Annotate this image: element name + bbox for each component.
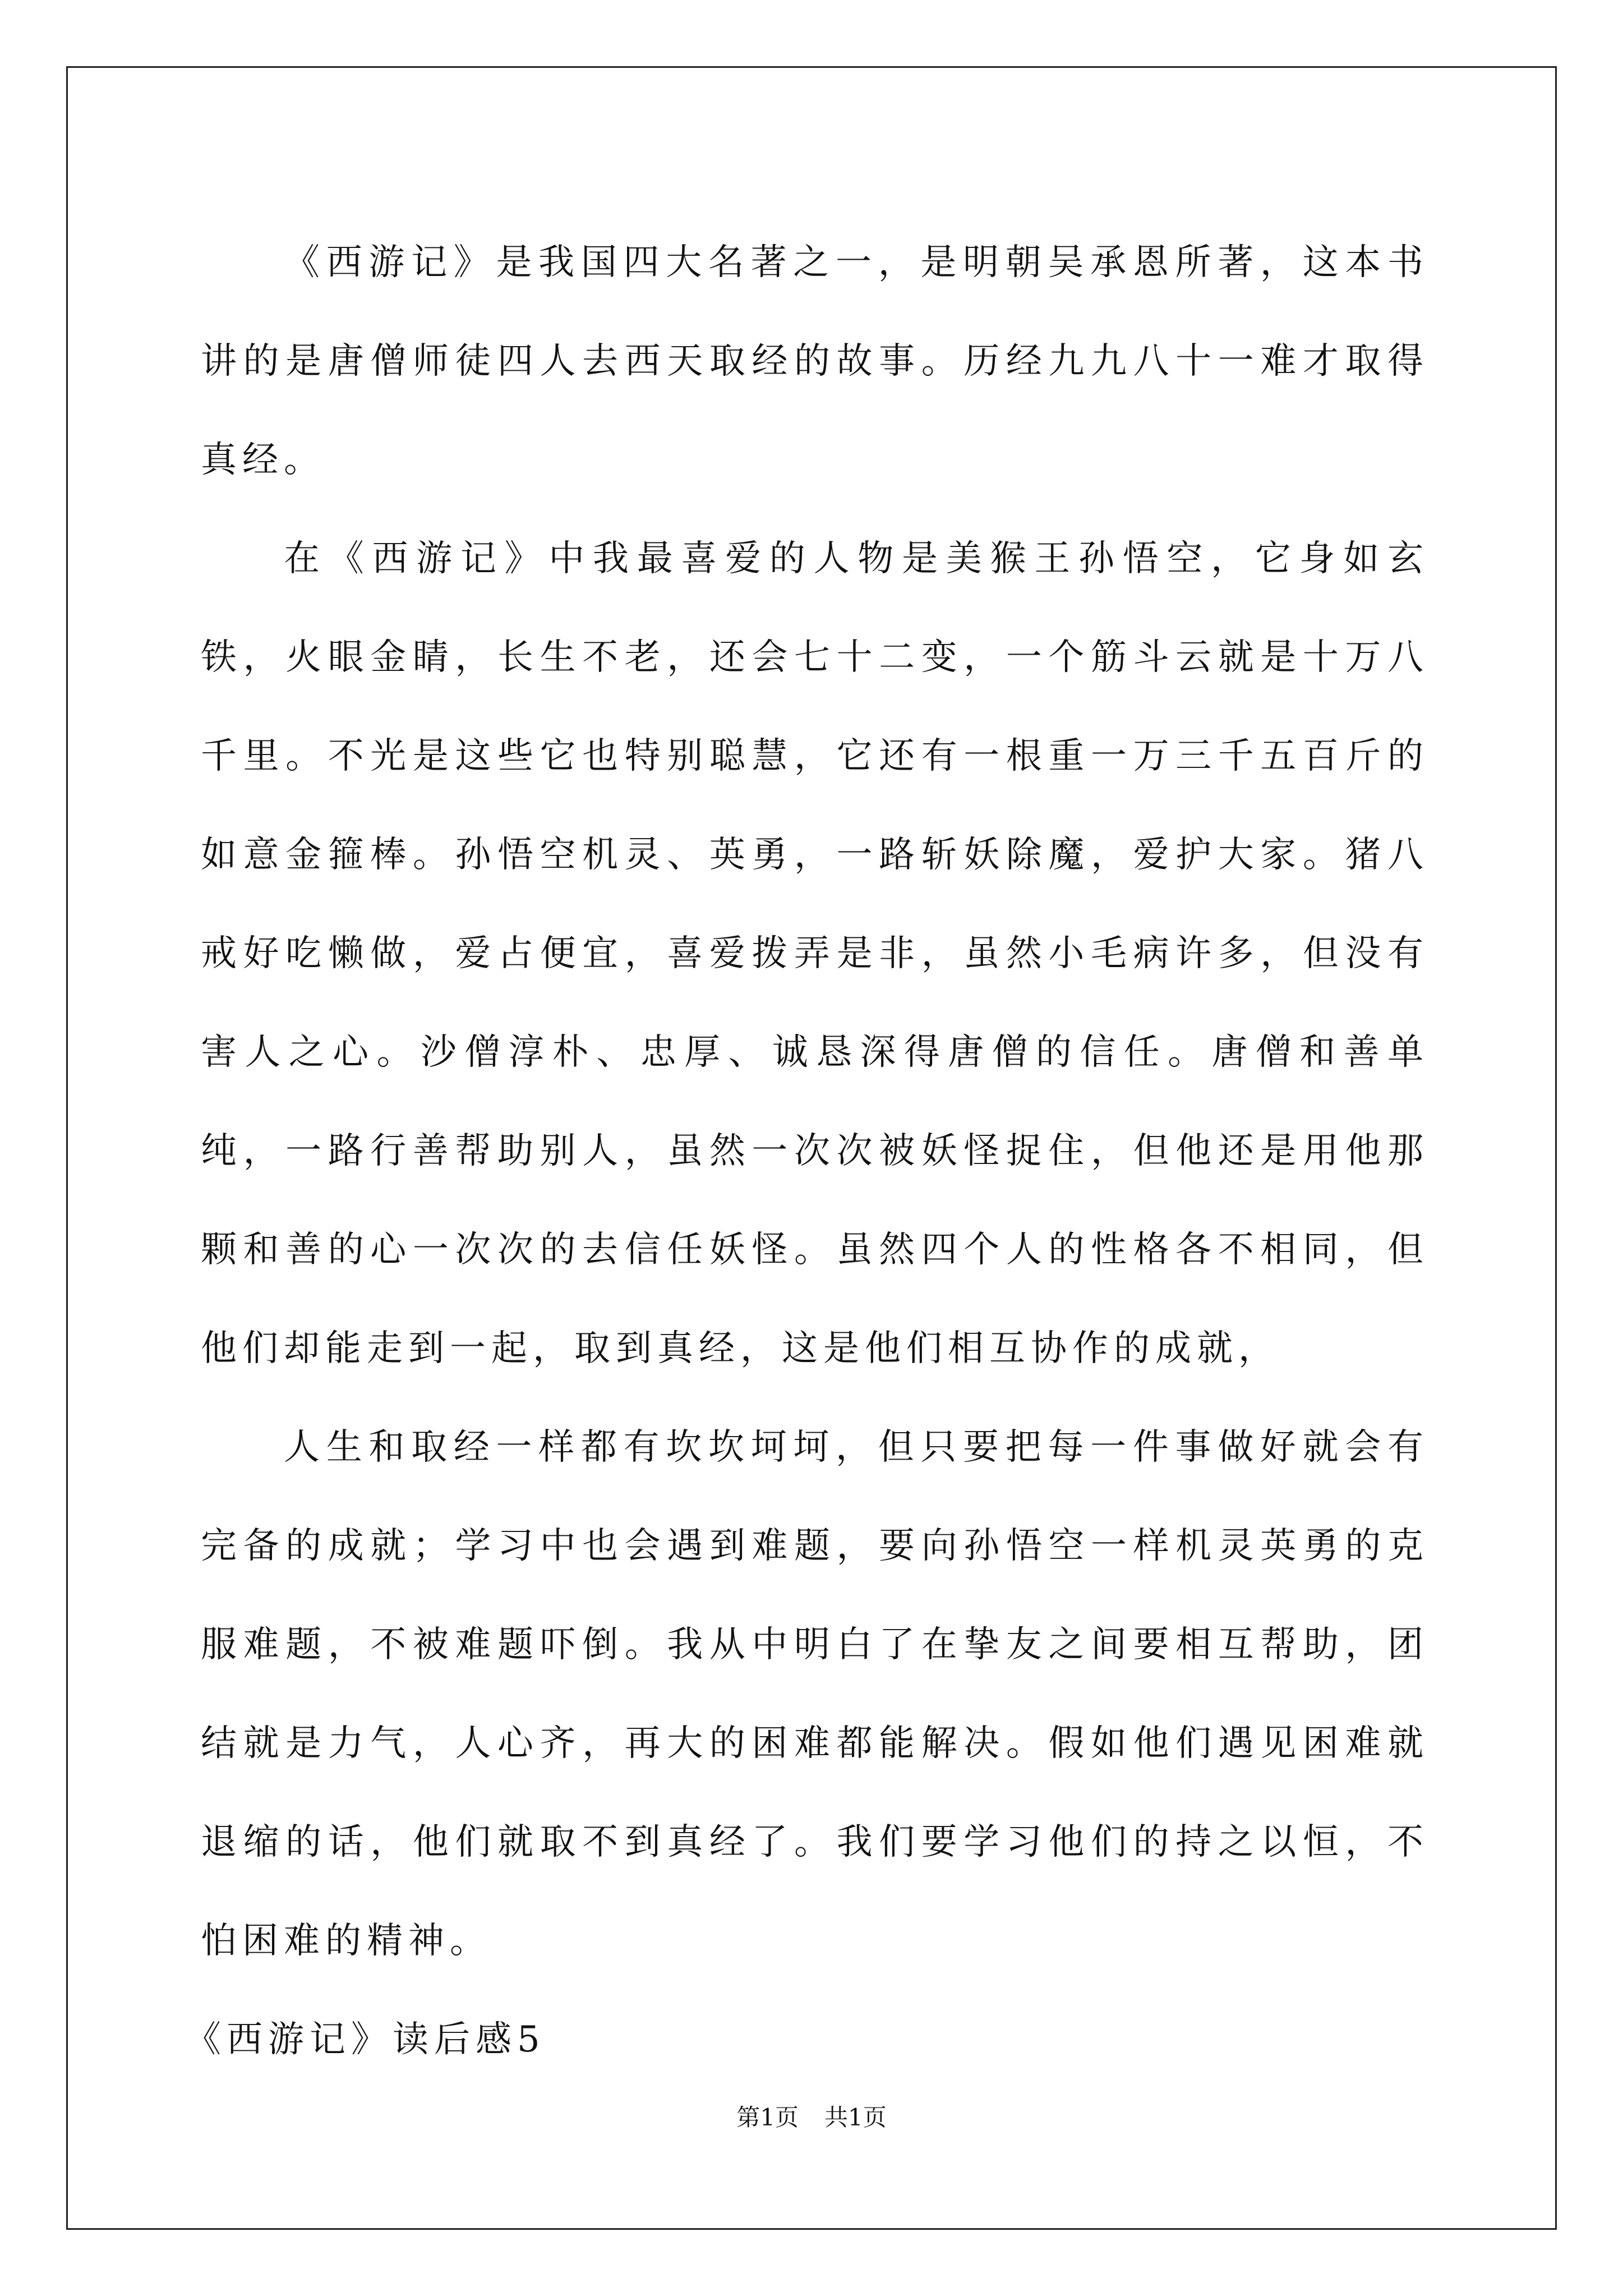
paragraph-1: 《西游记》是我国四大名著之一，是明朝吴承恩所著，这本书讲的是唐僧师徒四人去西天取经的故事。历经九九八十一难才取得真经。 [201,242,1429,481]
page-total: 共1页 [824,2104,887,2131]
next-section-title: 《西游记》读后感5 [185,2019,546,2060]
page-footer [0,2101,1623,2134]
document-body [185,213,1429,2089]
paragraph-2: 在《西游记》中我最喜爱的人物是美猴王孙悟空，它身如玄铁，火眼金睛，长生不老，还会七十二变，一个筋斗云就是十万八千里。不光是这些它也特别聪慧，它还有一根重一万三千五百斤的如意金箍棒。孙悟空机灵、英勇，一路斩妖除魔，爱护大家。猪八戒好吃懒做，爱占便宜，喜爱拨弄是非，虽然小毛病许多，但没有害人之心。沙僧淳朴、忠厚、诚恳深得唐僧的信任。唐僧和善单纯，一路行善帮助别人，虽然一次次被妖怪捉住，但他还是用他那颗和善的心一次次的去信任妖怪。虽然四个人的性格各不相同，但他们却能走到一起，取到真经，这是他们相互协作的成就， [201,538,1429,1369]
page-number: 第1页 [736,2104,799,2131]
paragraph-3: 人生和取经一样都有坎坎坷坷，但只要把每一件事做好就会有完备的成就；学习中也会遇到难题，要向孙悟空一样机灵英勇的克服难题，不被难题吓倒。我从中明白了在挚友之间要相互帮助，团结就是力气，人心齐，再大的困难都能解决。假如他们遇见困难就退缩的话，他们就取不到真经了。我们要学习他们的持之以恒，不怕困难的精神。 [201,1427,1429,1962]
